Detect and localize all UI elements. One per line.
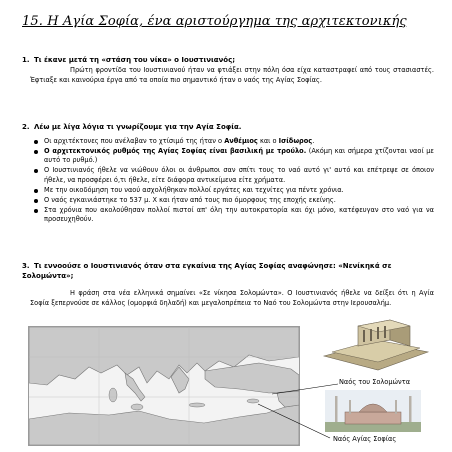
bullet-item: Οι αρχιτέκτονες που ανέλαβαν το χτίσιμό της ήταν ο Ανθέμιος και ο Ισίδωρος. <box>34 137 434 146</box>
bullet-item: Ο αρχιτεκτονικός ρυθμός της Αγίας Σοφίας είναι βασιλική με τρούλο. (Ακόμη και σήμερα χτίζονται ναοί με αυτό το ρυθμό.) <box>34 147 434 166</box>
bullet-item: Ο Ιουστινιανός ήθελε να νιώθουν όλοι οι άνθρωποι σαν σπίτι τους το ναό αυτό γι' αυτό και επέτρεψε σε όποιον ήθελε, να προσφέρει ό,τι ήθελε, είτε διάφορα αντικείμενα είτε χρήματα. <box>34 166 434 185</box>
answer-text: Η φράση στα νέα ελληνικά σημαίνει «Σε νίκησα Σολομώντα». Ο Ιουστινιανός ήθελε να δείξει ότι η Αγία Σοφία ξεπερνούσε σε κάλλος (ομορφιά δηλαδή) και μεγαλοπρέπεια το Ναό του Σολομώντα στην Ιερουσαλήμ. <box>30 289 434 307</box>
question-text: Λέω με λίγα λόγια τι γνωρίζουμε για την Αγία Σοφία. <box>34 123 242 131</box>
question-number: 3. <box>22 262 30 270</box>
bullet-item: Ο ναός εγκαινιάστηκε το 537 μ. Χ και ήταν από τους πιο όμορφους της εποχής εκείνης. <box>34 196 434 205</box>
question-number: 1. <box>22 56 30 64</box>
question-text: Τι έκανε μετά τη «στάση του νίκα» ο Ιουστινιανός; <box>34 56 236 64</box>
question-text: Τι εννοούσε ο Ιουστινιανός όταν στα εγκαίνια της Αγίας Σοφίας αναφώνησε: «Νενίκηκά σε Σολομώντα»; <box>22 262 392 280</box>
question-number: 2. <box>22 123 30 131</box>
bullet-item: Στα χρόνια που ακολούθησαν πολλοί πιστοί απ' όλη την αυτοκρατορία και όχι μόνο, κατέφευγαν στο ναό για να προσευχηθούν. <box>34 206 434 225</box>
bullet-item: Με την οικοδόμηση του ναού ασχολήθηκαν πολλοί εργάτες και τεχνίτες για πέντε χρόνια. <box>34 186 434 195</box>
answer-text: Πρώτη φροντίδα του Ιουστινιανού ήταν να φτιάξει στην πόλη όσα είχα καταστραφεί από τους στασιαστές. Έφτιαξε και καινούρια έργα από τα οποία πιο σημαντικό ήταν ο ναός της Αγίας Σοφίας. <box>30 66 434 84</box>
hagia-sophia-caption: Ναός Αγίας Σοφίας <box>333 435 397 443</box>
page-title: 15. Η Αγία Σοφία, ένα αριστούργημα της αρχιτεκτονικής <box>22 14 407 29</box>
solomon-caption: Ναός του Σολομώντα <box>339 378 411 386</box>
